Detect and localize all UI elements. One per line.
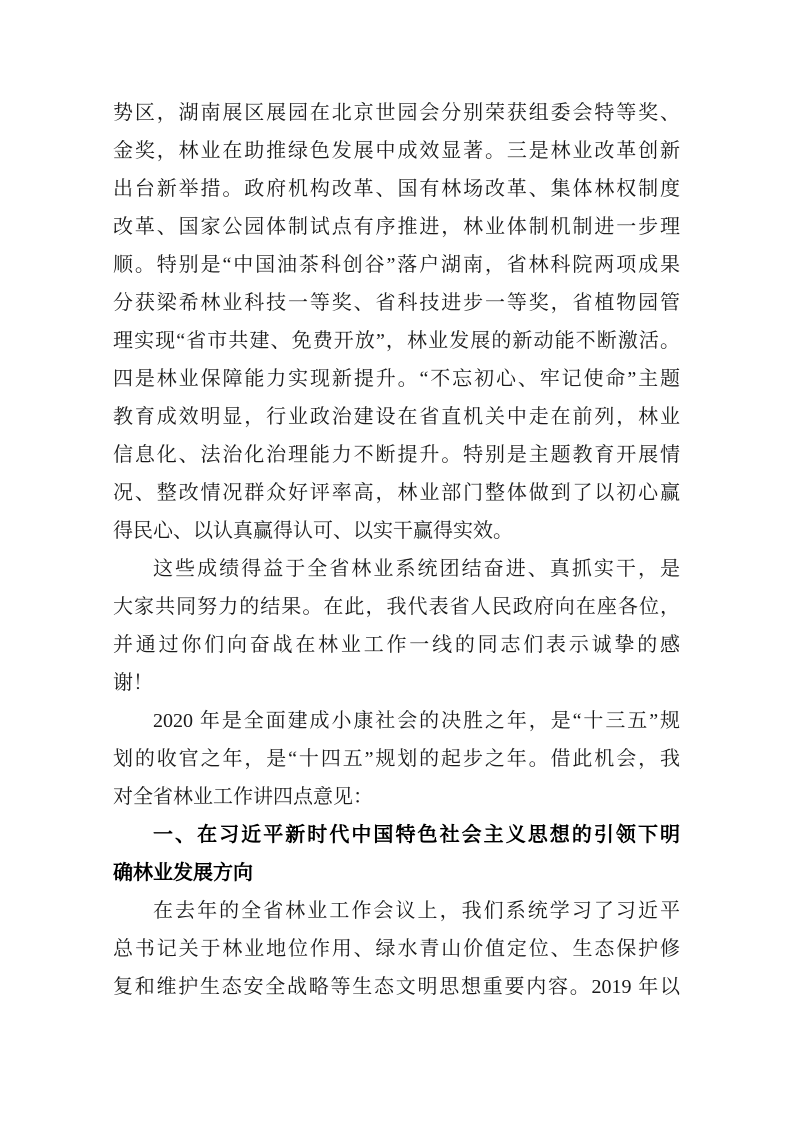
text-line: 信息化、法治化治理能力不断提升。特别是主题教育开展情: [113, 444, 680, 466]
text-line: 顺。特别是“中国油茶科创谷”落户湖南，省林科院两项成果: [113, 254, 680, 276]
text-line: 理实现“省市共建、免费开放”，林业发展的新动能不断激活。: [113, 330, 680, 352]
text-line: 况、整改情况群众好评率高，林业部门整体做到了以初心赢: [113, 482, 680, 504]
paragraph: [113, 94, 680, 550]
text-line: 2020 年是全面建成小康社会的决胜之年，是“十三五”规: [153, 710, 680, 732]
section-heading: [113, 816, 680, 892]
text-line: 金奖，林业在助推绿色发展中成效显著。三是林业改革创新: [113, 140, 680, 162]
text-line: 得民心、以认真赢得认可、以实干赢得实效。: [113, 520, 513, 542]
text-line: 改革、国家公园体制试点有序推进，林业体制机制进一步理: [113, 216, 680, 238]
text-line: 划的收官之年，是“十四五”规划的起步之年。借此机会，我: [113, 748, 680, 770]
paragraph: [113, 892, 680, 1006]
paragraph: [113, 550, 680, 702]
text-line: 对全省林业工作讲四点意见：: [113, 786, 373, 808]
text-line: 复和维护生态安全战略等生态文明思想重要内容。2019 年以: [113, 976, 680, 998]
text-line: 一、在习近平新时代中国特色社会主义思想的引领下明: [153, 824, 680, 846]
text-line: 出台新举措。政府机构改革、国有林场改革、集体林权制度: [113, 178, 680, 200]
text-line: 分获梁希林业科技一等奖、省科技进步一等奖，省植物园管: [113, 292, 680, 314]
text-line: 总书记关于林业地位作用、绿水青山价值定位、生态保护修: [113, 938, 680, 960]
text-line: 势区，湖南展区展园在北京世园会分别荣获组委会特等奖、: [113, 102, 680, 124]
text-line: 确林业发展方向: [113, 862, 253, 884]
text-line: 教育成效明显，行业政治建设在省直机关中走在前列，林业: [113, 406, 680, 428]
text-line: 谢！: [113, 672, 153, 694]
paragraph: [113, 702, 680, 816]
document-text-block: [113, 94, 680, 1006]
text-line: 在去年的全省林业工作会议上，我们系统学习了习近平: [153, 900, 680, 922]
text-line: 大家共同努力的结果。在此，我代表省人民政府向在座各位，: [113, 596, 680, 618]
text-line: 四是林业保障能力实现新提升。“不忘初心、牢记使命”主题: [113, 368, 680, 390]
text-line: 这些成绩得益于全省林业系统团结奋进、真抓实干，是: [153, 558, 680, 580]
text-line: 并通过你们向奋战在林业工作一线的同志们表示诚挚的感: [113, 634, 680, 656]
